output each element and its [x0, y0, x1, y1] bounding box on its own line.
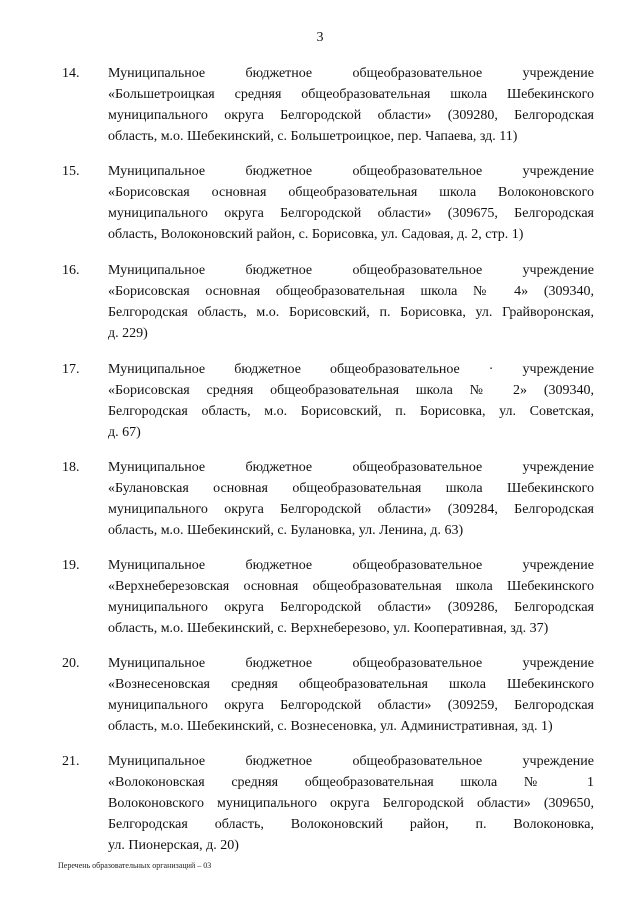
text-line: Муниципальное бюджетное общеобразовательное учреждение: [108, 558, 594, 573]
text-line: муниципального округа Белгородской области» (309675, Белгородская: [108, 206, 594, 221]
text-line: Волоконовского муниципального округа Белгородской области» (309650,: [108, 796, 594, 811]
text-line: муниципального округа Белгородской области» (309284, Белгородская: [108, 502, 594, 517]
text-line: «Волоконовская средняя общеобразовательная школа № 1: [108, 775, 594, 790]
text-line: Муниципальное бюджетное общеобразовательное учреждение: [108, 263, 594, 278]
text-line: область, м.о. Шебекинский, с. Большетроицкое, пер. Чапаева, зд. 11): [108, 129, 518, 144]
text-line: муниципального округа Белгородской области» (309280, Белгородская: [108, 108, 594, 123]
text-line: Муниципальное бюджетное общеобразовательное учреждение: [108, 460, 594, 475]
text-line: ул. Пионерская, д. 20): [108, 838, 239, 853]
item-number: 15.: [62, 164, 80, 179]
text-line: Муниципальное бюджетное общеобразовательное учреждение: [108, 754, 594, 769]
text-line: «Большетроицкая средняя общеобразовательная школа Шебекинского: [108, 87, 594, 102]
item-text: [108, 457, 594, 541]
item-text: [108, 751, 594, 856]
item-number: 17.: [62, 362, 80, 377]
text-line: область, м.о. Шебекинский, с. Вознесеновка, ул. Административная, зд. 1): [108, 719, 553, 734]
item-number: 18.: [62, 460, 80, 475]
item-text: [108, 260, 594, 344]
page-number: 3: [316, 30, 324, 45]
item-text: [108, 161, 594, 245]
text-line: «Борисовская основная общеобразовательная школа Волоконовского: [108, 185, 594, 200]
item-text: [108, 359, 594, 443]
item-text: [108, 653, 594, 737]
item-text: [108, 555, 594, 639]
item-number: 20.: [62, 656, 80, 671]
text-line: Белгородская область, Волоконовский район, п. Волоконовка,: [108, 817, 594, 832]
text-line: муниципального округа Белгородской области» (309286, Белгородская: [108, 600, 594, 615]
text-line: область, Волоконовский район, с. Борисовка, ул. Садовая, д. 2, стр. 1): [108, 227, 524, 242]
text-line: Белгородская область, м.о. Борисовский, п. Борисовка, ул. Советская,: [108, 404, 594, 419]
text-line: д. 229): [108, 326, 148, 341]
text-line: «Булановская основная общеобразовательная школа Шебекинского: [108, 481, 594, 496]
text-line: «Борисовская основная общеобразовательная школа № 4» (309340,: [108, 284, 594, 299]
item-number: 14.: [62, 66, 80, 81]
text-line: Муниципальное бюджетное общеобразовательное · учреждение: [108, 362, 594, 377]
text-line: Белгородская область, м.о. Борисовский, п. Борисовка, ул. Грайворонская,: [108, 305, 594, 320]
text-line: д. 67): [108, 425, 141, 440]
item-text: [108, 63, 594, 147]
footer-text: Перечень образовательных организаций – 03: [58, 861, 212, 870]
text-line: «Вознесеновская средняя общеобразовательная школа Шебекинского: [108, 677, 594, 692]
text-line: область, м.о. Шебекинский, с. Верхнеберезово, ул. Кооперативная, зд. 37): [108, 621, 549, 636]
item-number: 19.: [62, 558, 80, 573]
text-line: Муниципальное бюджетное общеобразовательное учреждение: [108, 66, 594, 81]
text-line: муниципального округа Белгородской области» (309259, Белгородская: [108, 698, 594, 713]
text-line: область, м.о. Шебекинский, с. Булановка, ул. Ленина, д. 63): [108, 523, 464, 538]
text-line: Муниципальное бюджетное общеобразовательное учреждение: [108, 656, 594, 671]
text-line: «Верхнеберезовская основная общеобразовательная школа Шебекинского: [108, 579, 594, 594]
text-line: «Борисовская средняя общеобразовательная школа № 2» (309340,: [108, 383, 594, 398]
text-line: Муниципальное бюджетное общеобразовательное учреждение: [108, 164, 594, 179]
item-number: 16.: [62, 263, 80, 278]
item-number: 21.: [62, 754, 80, 769]
